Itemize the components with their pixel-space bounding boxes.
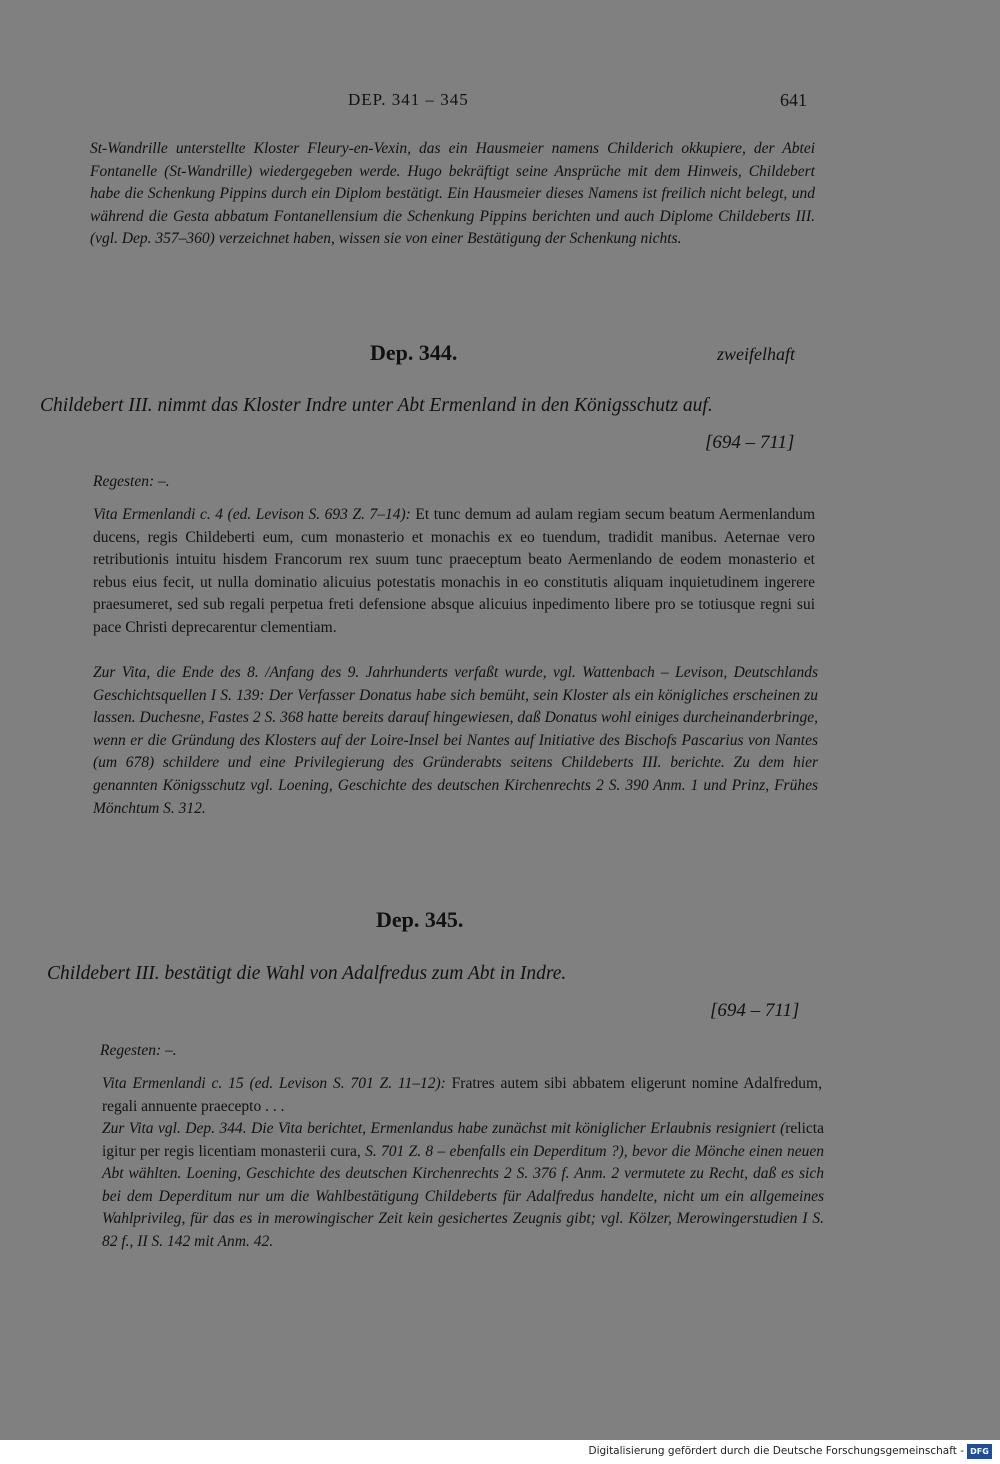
dep-345-commentary-part-1: Zur Vita vgl. Dep. 344. Die Vita berichtet, Ermenlandus habe zunächst mit königlicher Erlaubnis resigniert ( [102, 1120, 786, 1137]
dep-345-source-ref: Vita Ermenlandi c. 15 (ed. Levison S. 701 Z. 11–12): [102, 1075, 446, 1092]
page-number: 641 [780, 90, 807, 110]
dep-345-date: [694 – 711] [710, 1000, 800, 1021]
dep-344-commentary: Zur Vita, die Ende des 8. /Anfang des 9. Jahrhunderts verfaßt wurde, vgl. Wattenbach – Levison, Deutschlands Geschichtsquellen I S. 139: Der Verfasser Donatus habe sich bemüht, sein Kloster als ein königliches erscheinen zu lassen. Duchesne, Fastes 2 S. 368 hatte bereits darauf hingewiesen, daß Donatus wohl einiges durcheinanderbringe, wenn er die Gründung des Klosters auf der Loire-Insel bei Nantes auf Initiative des Bischofs Pascarius von Nantes (um 678) schildere und eine Privilegierung des Gründerabts seitens Childeberts III. berichte. Zu dem hier genannten Königsschutz vgl. Loening, Geschichte des deutschen Kirchenrechts 2 S. 390 Anm. 1 und Prinz, Frühes Mönchtum S. 312. [93, 664, 818, 817]
dep-344-date: [694 – 711] [705, 432, 795, 453]
running-head: DEP. 341 – 345 [348, 90, 469, 109]
dep-344-regesten: Regesten: –. [93, 473, 170, 490]
dep-344-summary: Childebert III. nimmt das Kloster Indre unter Abt Ermenland in den Königsschutz auf. [40, 395, 713, 416]
dep-345-source-text: Fratres autem sibi abbatem eligerunt nomine Adalfredum, regali annuente praecepto . . . [102, 1075, 822, 1115]
dep-344-source-ref: Vita Ermenlandi c. 4 (ed. Levison S. 693 Z. 7–14): [93, 506, 411, 523]
dep-344-title: Dep. 344. [370, 340, 458, 365]
dep-345-commentary-part-2: S. 701 Z. 8 – ebenfalls ein Deperditum ?), bevor die Mönche einen neuen Abt wählten. Loening, Geschichte des deutschen Kirchenrechts 2 S. 376 f. Anm. 2 vermutete zu Recht, daß es sich bei dem Deperditum nur um die Wahlbestätigung Childeberts für Adalfredus handelte, nicht um ein allgemeines Wahlprivileg, für das es in merowingischer Zeit kein gesichertes Zeugnis gibt; vgl. Kölzer, Merowingerstudien I S. 82 f., II S. 142 mit Anm. 42. [102, 1142, 824, 1250]
dep-344-status: zweifelhaft [717, 344, 795, 364]
dep-344-source-paragraph [93, 504, 815, 640]
footer-bar [0, 1440, 1000, 1464]
dep-345-regesten: Regesten: –. [100, 1042, 177, 1059]
dep-345-commentary-paragraph [102, 1118, 824, 1254]
dep-344-source-text: Et tunc demum ad aulam regiam secum beatum Aermenlandum ducens, regis Childeberti eum, cum monasterio et monachis ex eo tuendum, tradidit manibus. Aeternae vero retributionis intuitu hisdem Francorum rex suum tunc praeceptum beato Aermenlando de eodem monasterio et rebus eius fecit, ut nulla dominatio alicuius potestatis monachis in eo constitutis aliquam inquietudinem ingerere praesumeret, sed sub regali perpetua freti defensione absque alicuius inpedimento libere pro se totiusque regni sui pace Christi deprecarentur clementiam. [93, 506, 815, 636]
dep-345-source-paragraph [102, 1073, 822, 1118]
intro-paragraph [90, 138, 815, 251]
dep-344-commentary-paragraph [93, 662, 818, 820]
dep-345-title: Dep. 345. [376, 907, 464, 932]
footer-credit: Digitalisierung gefördert durch die Deutsche Forschungsgemeinschaft - [588, 1445, 964, 1457]
dep-345-commentary-latin: relicta igitur per regis licentiam monasterii cura, [102, 1120, 824, 1160]
dfg-logo: DFG [967, 1444, 992, 1459]
intro-text: St-Wandrille unterstellte Kloster Fleury-en-Vexin, das ein Hausmeier namens Childerich okkupiere, der Abtei Fontanelle (St-Wandrille) wiedergegeben werde. Hugo bekräftigt seine Ansprüche mit dem Hinweis, Childebert habe die Schenkung Pippins durch ein Diplom bestätigt. Ein Hausmeier dieses Namens ist freilich nicht belegt, und während die Gesta abbatum Fontanellensium die Schenkung Pippins berichten und auch Diplome Childeberts III. (vgl. Dep. 357–360) verzeichnet haben, wissen sie von einer Bestätigung der Schenkung nichts. [90, 140, 815, 248]
dep-345-summary: Childebert III. bestätigt die Wahl von Adalfredus zum Abt in Indre. [47, 963, 567, 984]
